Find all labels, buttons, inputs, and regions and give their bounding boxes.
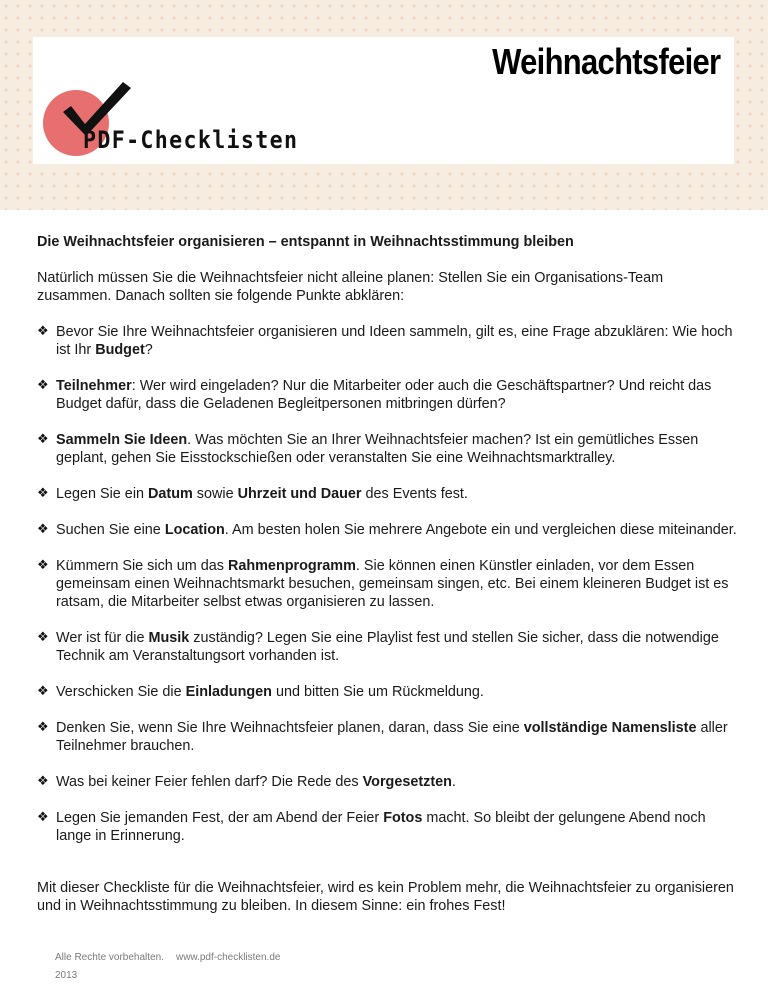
checklist-item: ❖ Bevor Sie Ihre Weihnachtsfeier organisieren und Ideen sammeln, gilt es, eine Frage abzuklären: Wie hoch ist Ihr Budget? (37, 324, 733, 358)
checklist-item: ❖ Teilnehmer: Wer wird eingeladen? Nur die Mitarbeiter oder auch die Geschäftspartner? Und reicht das Budget dafür, dass die Geladenen Begleitpersonen mitbringen dürfen? (37, 378, 712, 412)
document-body (37, 233, 737, 915)
checklist (37, 323, 737, 845)
diamond-bullet-icon: ❖ (37, 558, 49, 573)
intro-paragraph: Natürlich müssen Sie die Weihnachtsfeier nicht alleine planen: Stellen Sie ein Organisations-Team zusammen. Danach sollten sie folgende Punkte abklären: (37, 270, 664, 304)
diamond-bullet-icon: ❖ (37, 324, 49, 339)
checklist-item: ❖ Verschicken Sie die Einladungen und bitten Sie um Rückmeldung. (37, 684, 484, 700)
checklist-item: ❖ Denken Sie, wenn Sie Ihre Weihnachtsfeier planen, daran, dass Sie eine vollständige Namensliste aller Teilnehmer brauchen. (37, 720, 728, 754)
section-heading: Die Weihnachtsfeier organisieren – entspannt in Weihnachtsstimmung bleiben (37, 234, 574, 250)
diamond-bullet-icon: ❖ (37, 522, 49, 537)
checklist-item: ❖ Wer ist für die Musik zuständig? Legen Sie eine Playlist fest und stellen Sie sicher, dass die notwendige Technik am Veranstaltungsort vorhanden ist. (37, 630, 719, 664)
footer-url[interactable]: www.pdf-checklisten.de (175, 952, 281, 963)
checklist-item: ❖ Legen Sie jemanden Fest, der am Abend der Feier Fotos macht. So bleibt der gelungene Abend noch lange in Erinnerung. (37, 810, 706, 844)
diamond-bullet-icon: ❖ (37, 432, 49, 447)
checklist-item: ❖ Was bei keiner Feier fehlen darf? Die Rede des Vorgesetzten. (37, 774, 456, 790)
checklist-item: ❖ Sammeln Sie Ideen. Was möchten Sie an Ihrer Weihnachtsfeier machen? Ist ein gemütliches Essen geplant, gehen Sie Eisstockschießen oder veranstalten Sie eine Weihnachtsmarktralley. (37, 432, 699, 466)
footer-rights: Alle Rechte vorbehalten. (55, 952, 164, 963)
header-card (33, 37, 734, 164)
document-title: Weihnachtsfeier (491, 41, 720, 82)
diamond-bullet-icon: ❖ (37, 720, 49, 735)
footer (55, 949, 280, 985)
footer-year: 2013 (55, 970, 78, 981)
checklist-item: ❖ Kümmern Sie sich um das Rahmenprogramm. Sie können einen Künstler einladen, vor dem Essen gemeinsam einen Weihnachtsmarkt besuchen, gemeinsam singen, etc. Bei einem kleineren Budget ist es ratsam, die Mitarbeiter selbst etwas organisieren zu lassen. (37, 558, 729, 610)
diamond-bullet-icon: ❖ (37, 378, 49, 393)
checklist-item: ❖ Suchen Sie eine Location. Am besten holen Sie mehrere Angebote ein und vergleichen diese miteinander. (37, 522, 737, 538)
checklist-item: ❖ Legen Sie ein Datum sowie Uhrzeit und Dauer des Events fest. (37, 486, 468, 502)
logo-text: PDF-Checklisten (83, 126, 299, 154)
diamond-bullet-icon: ❖ (37, 774, 49, 789)
diamond-bullet-icon: ❖ (37, 684, 49, 699)
logo (41, 84, 299, 164)
diamond-bullet-icon: ❖ (37, 810, 49, 825)
diamond-bullet-icon: ❖ (37, 630, 49, 645)
closing-paragraph: Mit dieser Checkliste für die Weihnachtsfeier, wird es kein Problem mehr, die Weihnachtsfeier zu organisieren und in Weihnachtsstimmung zu bleiben. In diesem Sinne: ein frohes Fest! (37, 880, 734, 914)
diamond-bullet-icon: ❖ (37, 486, 49, 501)
